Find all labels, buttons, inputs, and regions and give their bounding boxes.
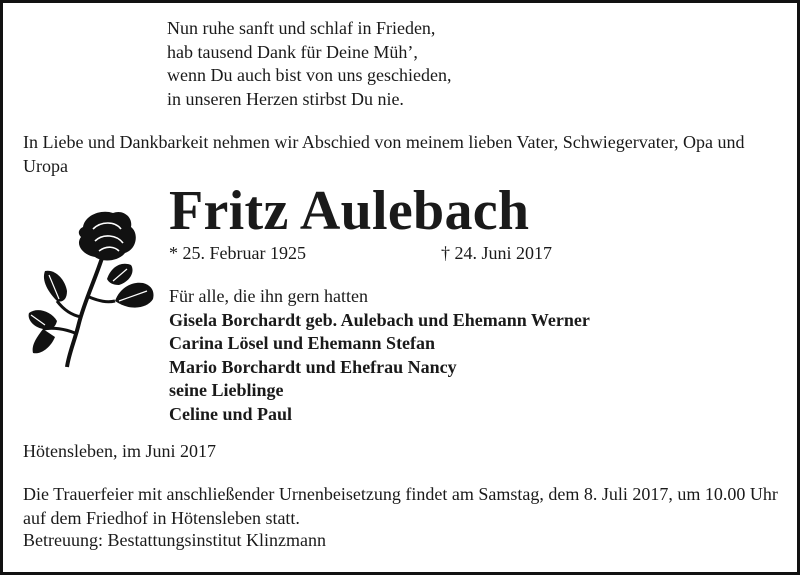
mourner-line: seine Lieblinge [169, 380, 284, 400]
rose-icon [23, 205, 158, 370]
funeral-info: Die Trauerfeier mit anschließender Urnenbeisetzung findet am Samstag, dem 8. Juli 2017, um 10.00 Uhr auf dem Friedhof in Hötensleben statt. [23, 484, 778, 528]
intro-text: In Liebe und Dankbarkeit nehmen wir Abschied von meinem lieben Vater, Schwiegervater, Opa und Uropa [23, 132, 745, 176]
poem-line: in unseren Herzen stirbst Du nie. [167, 88, 404, 109]
poem-line: wenn Du auch bist von uns geschieden, [167, 65, 452, 85]
mourner-line: Gisela Borchardt geb. Aulebach und Ehemann Werner [169, 309, 590, 330]
mourner-line: Carina Lösel und Ehemann Stefan [169, 333, 436, 353]
poem-line: hab tausend Dank für Deine Müh’, [167, 41, 418, 62]
mourners [169, 285, 590, 426]
place-date: Hötensleben, im Juni 2017 [23, 441, 216, 461]
death-date: † 24. Juni 2017 [441, 243, 553, 263]
poem-line: Nun ruhe sanft und schlaf in Frieden, [167, 18, 436, 38]
poem [167, 17, 451, 111]
funeral-home: Betreuung: Bestattungsinstitut Klinzmann [23, 530, 326, 550]
birth-date: * 25. Februar 1925 [169, 243, 306, 263]
mourners-intro: Für alle, die ihn gern hatten [169, 286, 368, 306]
mourner-line: Celine und Paul [169, 403, 293, 424]
mourner-line: Mario Borchardt und Ehefrau Nancy [169, 356, 457, 377]
deceased-name: Fritz Aulebach [169, 180, 530, 242]
